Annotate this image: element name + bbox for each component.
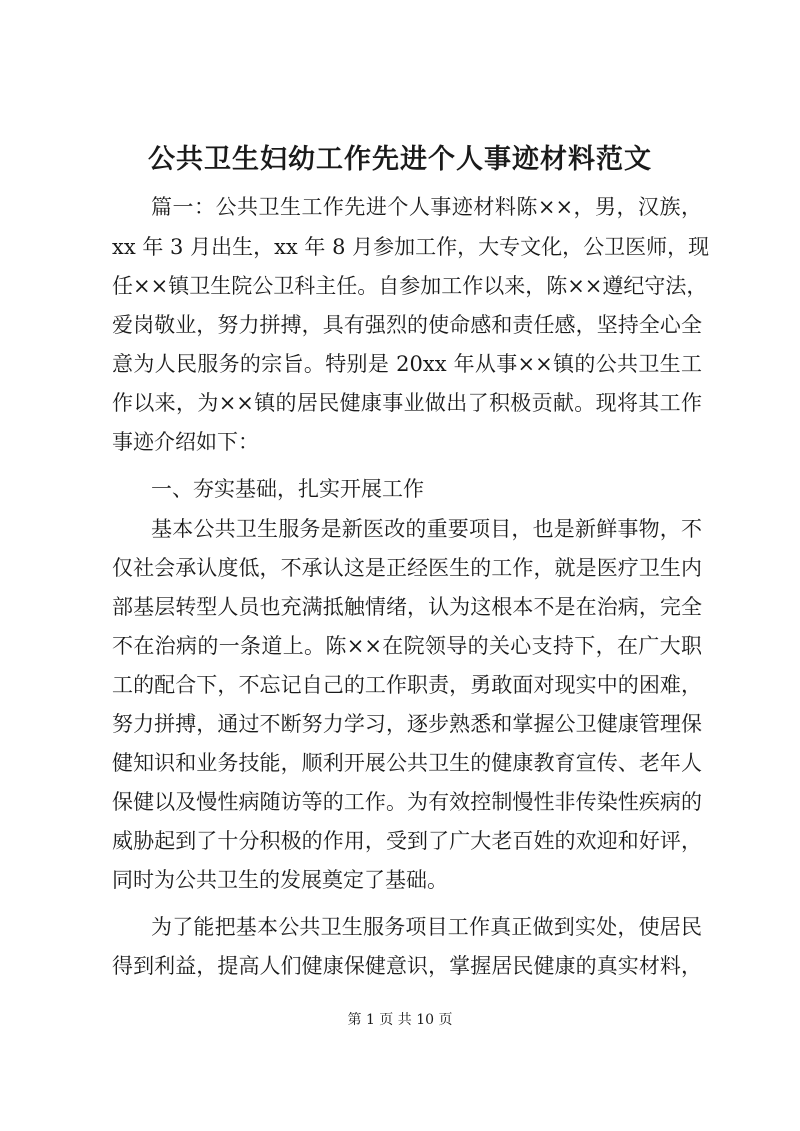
body-line: 健知识和业务技能，顺利开展公共卫生的健康教育宣传、老年人 [112,751,702,775]
body-line: 努力拼搏，通过不断努力学习，逐步熟悉和掌握公卫健康管理保 [112,712,702,736]
body-line: xx 年 3 月出生，xx 年 8 月参加工作，大专文化，公卫医师，现 [112,235,710,259]
body-line: 事迹介绍如下： [112,430,259,454]
body-line: 同时为公共卫生的发展奠定了基础。 [112,868,448,892]
body-line: 任××镇卫生院公卫科主任。自参加工作以来，陈××遵纪守法， [112,274,708,298]
body-line: 得到利益，提高人们健康保健意识，掌握居民健康的真实材料， [112,954,702,978]
page-number-footer: 第 1 页 共 10 页 [347,1012,453,1028]
body-line: 篇一：公共卫生工作先进个人事迹材料陈××，男，汉族， [151,195,702,219]
body-line: 保健以及慢性病随访等的工作。为有效控制慢性非传染性疾病的 [112,790,702,814]
body-line: 工的配合下，不忘记自己的工作职责，勇敢面对现实中的困难， [112,673,702,697]
body-line: 意为人民服务的宗旨。特别是 20xx 年从事××镇的公共卫生工 [112,352,702,376]
document-title: 公共卫生妇幼工作先进个人事迹材料范文 [148,144,652,175]
section-heading: 一、夯实基础，扎实开展工作 [151,477,424,501]
body-line: 不在治病的一条道上。陈××在院领导的关心支持下，在广大职 [112,634,702,658]
body-line: 仅社会承认度低，不承认这是正经医生的工作，就是医疗卫生内 [112,556,702,580]
body-line: 基本公共卫生服务是新医改的重要项目，也是新鲜事物，不 [151,517,702,541]
body-line: 为了能把基本公共卫生服务项目工作真正做到实处，使居民 [151,915,702,939]
body-line: 威胁起到了十分积极的作用，受到了广大老百姓的欢迎和好评， [112,829,702,853]
body-line: 爱岗敬业，努力拼搏，具有强烈的使命感和责任感，坚持全心全 [112,313,702,337]
body-line: 作以来，为××镇的居民健康事业做出了积极贡献。现将其工作 [112,391,702,415]
body-line: 部基层转型人员也充满抵触情绪，认为这根本不是在治病，完全 [112,595,702,619]
